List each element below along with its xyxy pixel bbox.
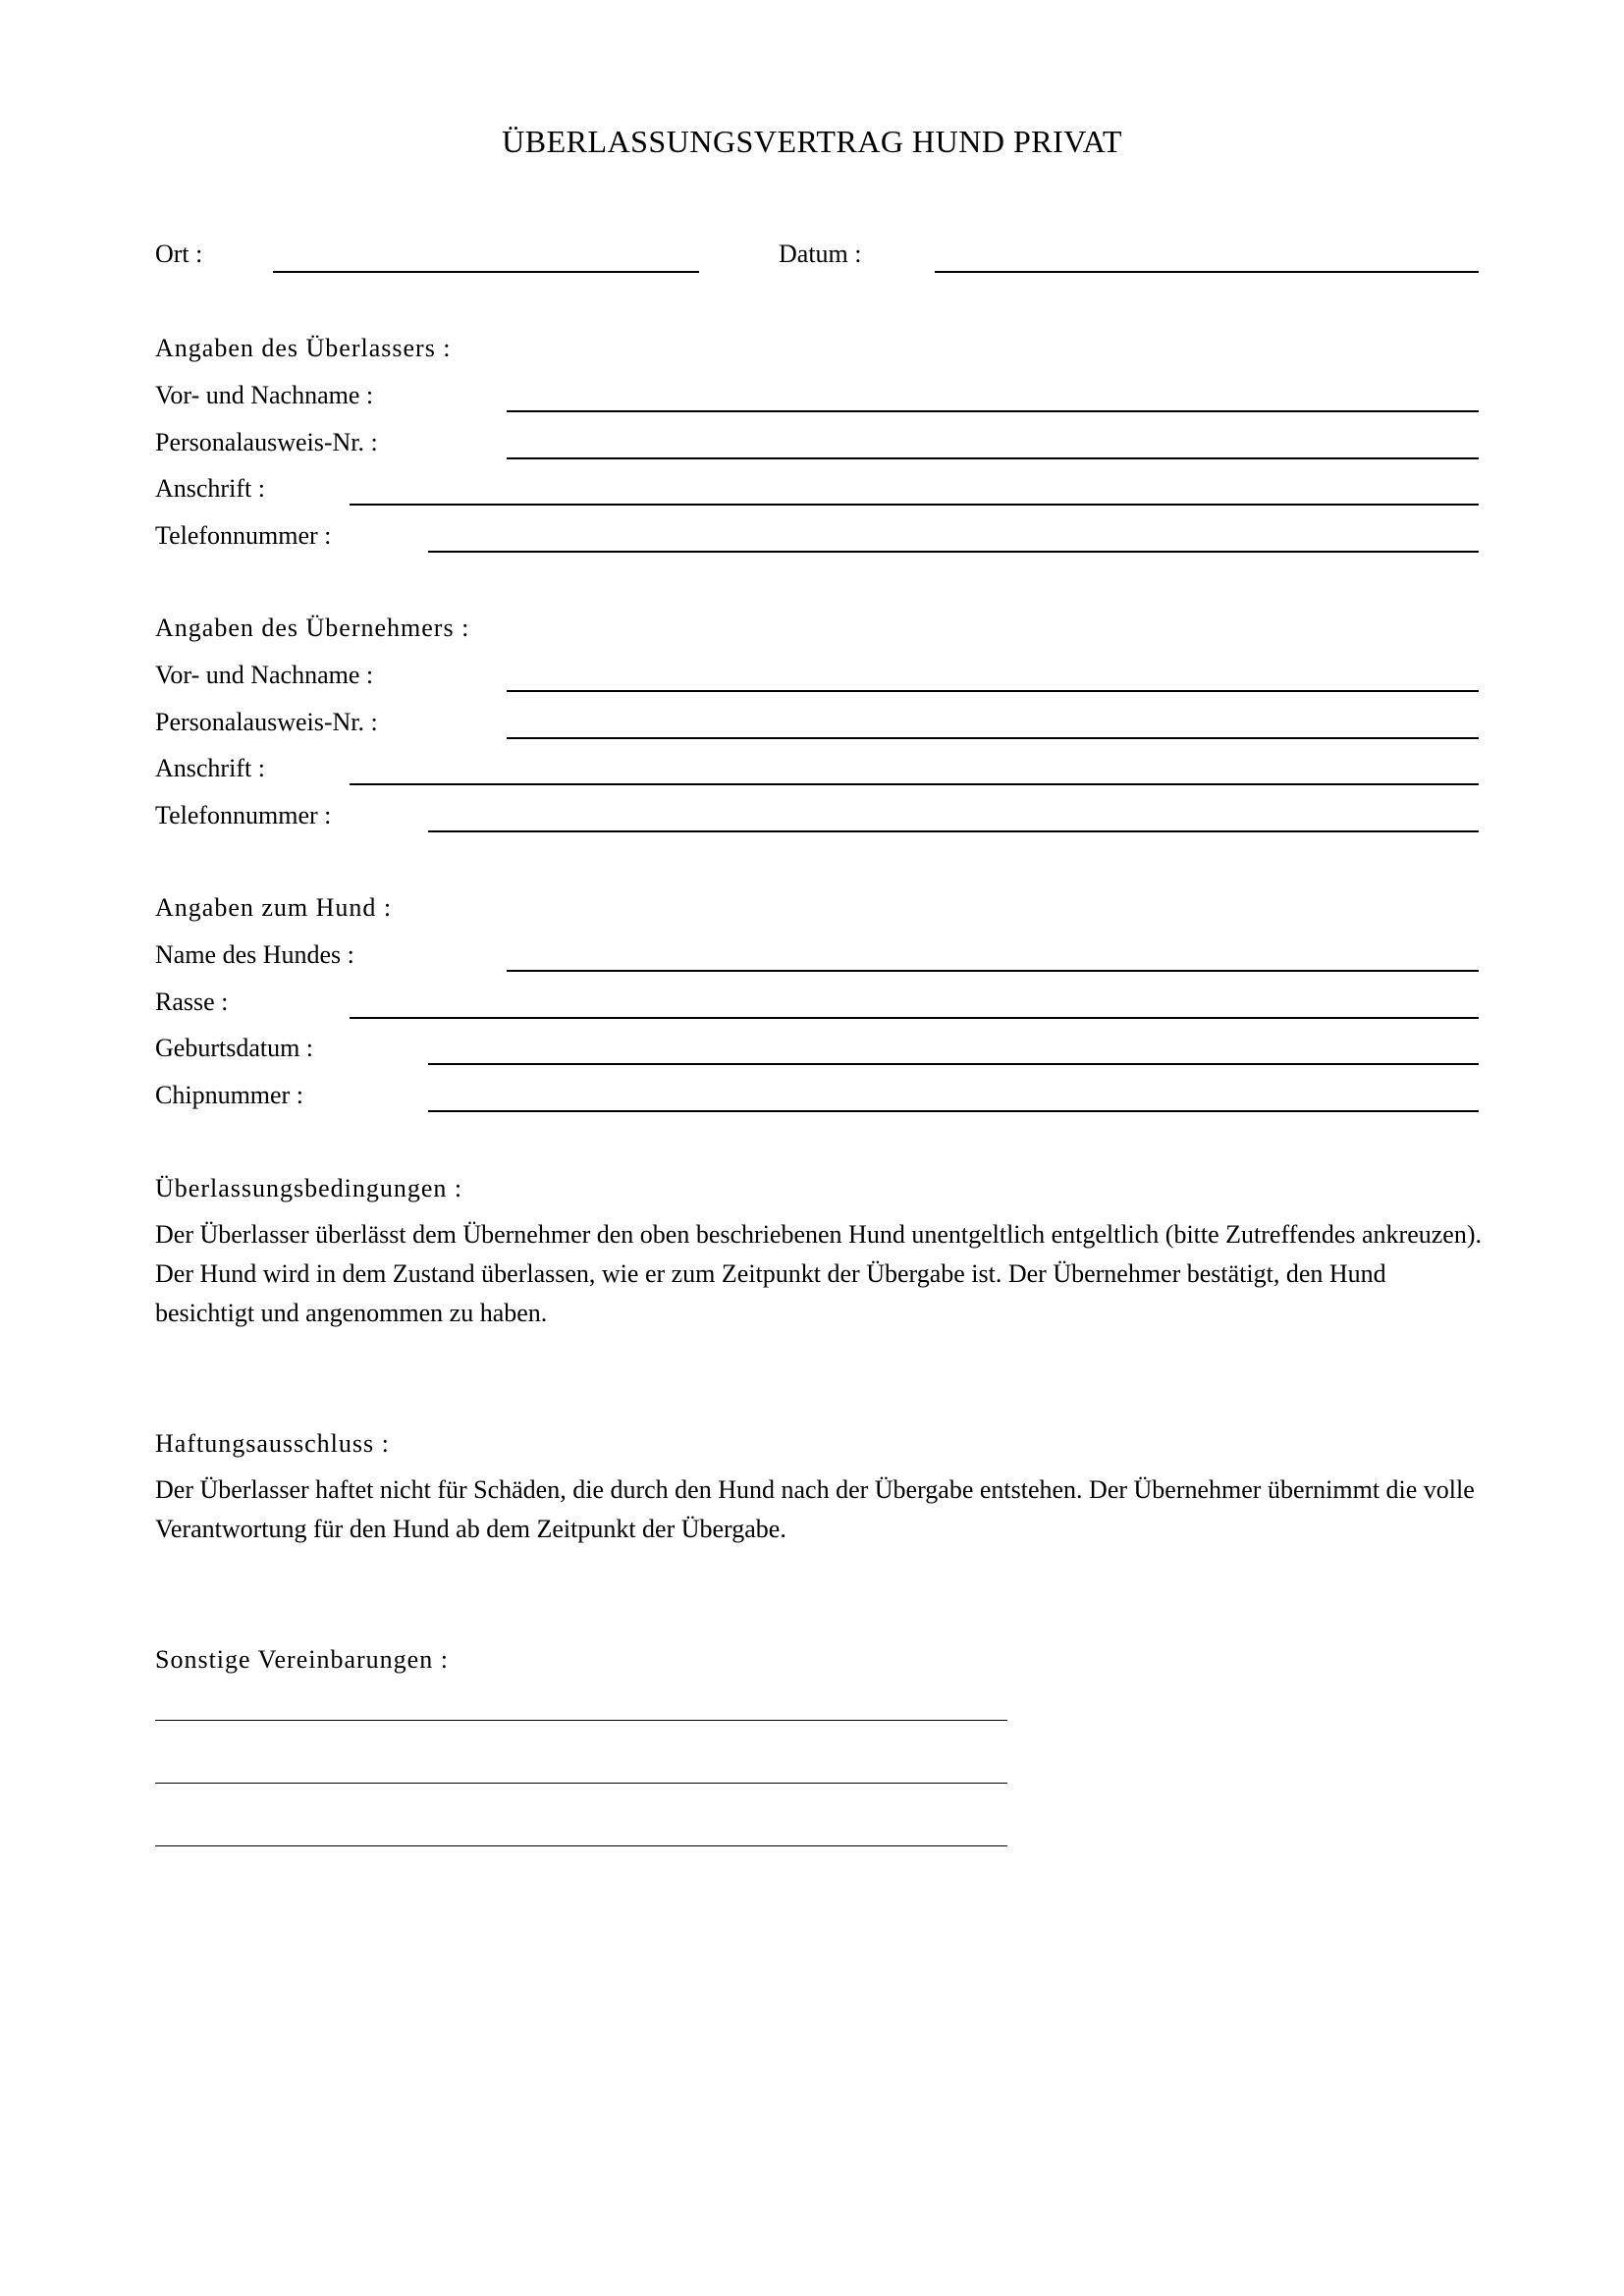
uebernehmer-name-field[interactable] [507, 690, 1479, 692]
hund-chipnummer-label: Chipnummer : [155, 1081, 303, 1109]
sonstige-line-1[interactable] [155, 1720, 1007, 1721]
datum-label: Datum : [779, 240, 862, 268]
uebernehmer-telefon-field[interactable] [428, 830, 1479, 832]
sonstige-line-2[interactable] [155, 1783, 1007, 1784]
sonstige-line-3[interactable] [155, 1845, 1007, 1846]
ueberlasser-telefon-field[interactable] [428, 551, 1479, 553]
hund-name-label: Name des Hundes : [155, 940, 354, 969]
hund-geburtsdatum-label: Geburtsdatum : [155, 1034, 314, 1062]
uebernehmer-ausweis-label: Personalausweis-Nr. : [155, 708, 378, 736]
hund-rasse-field[interactable] [350, 1017, 1479, 1019]
ueberlasser-anschrift-field[interactable] [350, 504, 1479, 506]
haftung-heading: Haftungsausschluss : [155, 1429, 390, 1458]
uebernehmer-ausweis-field[interactable] [507, 737, 1479, 739]
ueberlasser-name-label: Vor- und Nachname : [155, 381, 374, 409]
sonstige-heading: Sonstige Vereinbarungen : [155, 1645, 449, 1674]
uebernehmer-heading: Angaben des Übernehmers : [155, 614, 470, 642]
hund-geburtsdatum-field[interactable] [428, 1063, 1479, 1065]
uebernehmer-anschrift-label: Anschrift : [155, 754, 265, 782]
ueberlasser-ausweis-field[interactable] [507, 457, 1479, 459]
uebernehmer-anschrift-field[interactable] [350, 783, 1479, 785]
bedingungen-text: Der Überlasser überlässt dem Übernehmer den oben beschriebenen Hund unentgeltlich entgeltlich (bitte Zutreffendes ankreuzen). Der Hund wird in dem Zustand überlassen, wie er zum Zeitpunkt der Übergabe ist. Der Übernehmer bestätigt, den Hund besichtigt und angenommen zu haben. [155, 1220, 1482, 1327]
bedingungen-heading: Überlassungsbedingungen : [155, 1174, 463, 1202]
ort-field[interactable] [273, 271, 699, 273]
ueberlasser-telefon-label: Telefonnummer : [155, 521, 332, 550]
uebernehmer-telefon-label: Telefonnummer : [155, 801, 332, 829]
ort-label: Ort : [155, 240, 203, 268]
datum-field[interactable] [935, 271, 1479, 273]
hund-chipnummer-field[interactable] [428, 1110, 1479, 1112]
ueberlasser-ausweis-label: Personalausweis-Nr. : [155, 428, 378, 456]
haftung-text: Der Überlasser haftet nicht für Schäden, die durch den Hund nach der Übergabe entstehen. Der Übernehmer übernimmt die volle Verantwortung für den Hund ab dem Zeitpunkt der Übergabe. [155, 1475, 1475, 1543]
ueberlasser-name-field[interactable] [507, 410, 1479, 412]
hund-heading: Angaben zum Hund : [155, 893, 393, 922]
hund-rasse-label: Rasse : [155, 988, 229, 1016]
ueberlasser-anschrift-label: Anschrift : [155, 474, 265, 503]
hund-name-field[interactable] [507, 970, 1479, 972]
document-title: ÜBERLASSUNGSVERTRAG HUND PRIVAT [502, 124, 1122, 159]
uebernehmer-name-label: Vor- und Nachname : [155, 661, 374, 689]
ueberlasser-heading: Angaben des Überlassers : [155, 334, 452, 362]
